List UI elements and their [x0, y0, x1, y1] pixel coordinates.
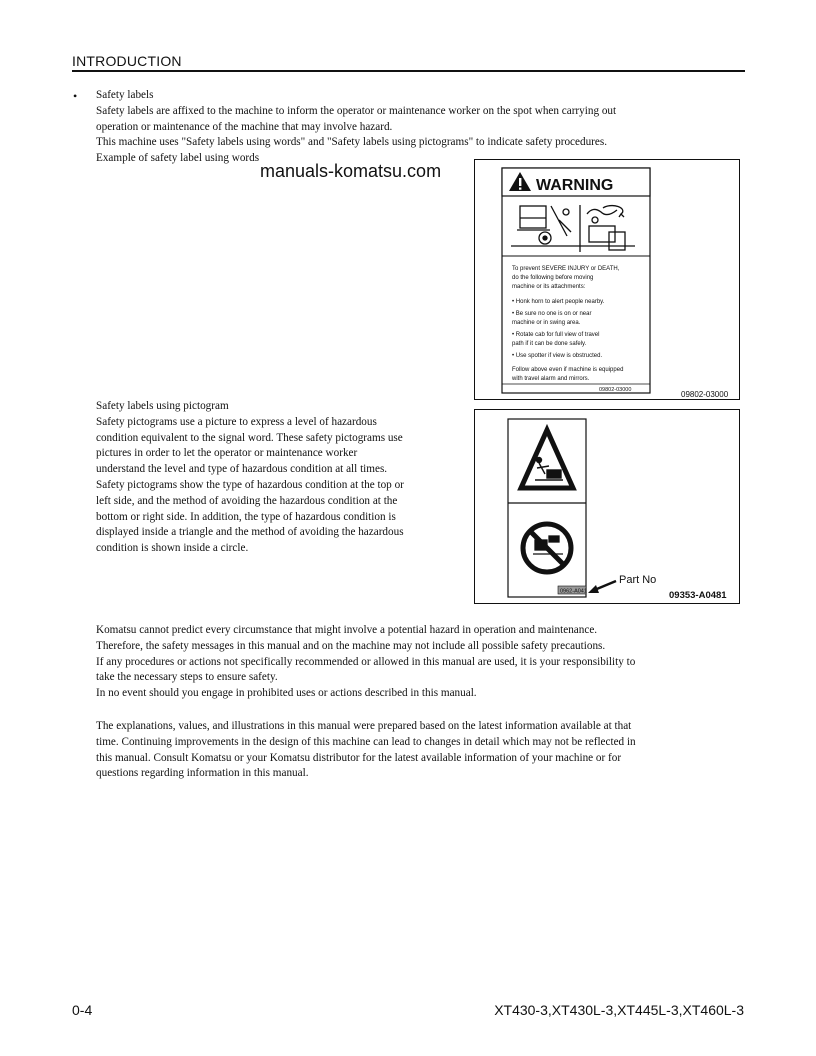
pictogram-label-illustration	[475, 410, 739, 603]
label-text-line: Follow above even if machine is equipped	[512, 367, 624, 373]
text-line: Safety pictograms use a picture to express a level of hazardous	[96, 415, 377, 428]
part-no-label: Part No	[619, 574, 657, 586]
label-text-line: • Honk horn to alert people nearby.	[512, 299, 605, 305]
label-text-line: • Rotate cab for full view of travel	[512, 332, 600, 338]
text-line: Example of safety label using words	[96, 152, 260, 165]
text-line: left side, and the method of avoiding the hazardous condition at the	[96, 494, 398, 507]
section-pictogram-labels	[96, 399, 464, 557]
text-line: displayed inside a triangle and the method of avoiding the hazardous	[96, 526, 404, 539]
page-header-title: INTRODUCTION	[72, 53, 182, 69]
figure-warning-label	[474, 159, 740, 400]
label-text-line: path if it can be done safely.	[512, 341, 587, 347]
text-line: This machine uses "Safety labels using words" and "Safety labels using pictograms" to indicate safety procedures.	[96, 136, 608, 149]
text-line: condition is shown inside a circle.	[96, 542, 249, 555]
header-rule	[72, 70, 745, 72]
text-line: Therefore, the safety messages in this manual and on the machine may not include all possible safety precautions.	[96, 639, 606, 652]
signal-word: WARNING	[536, 177, 614, 194]
section-heading: Safety labels	[96, 89, 154, 101]
section-disclaimer	[96, 623, 744, 702]
part-tag-text: 0962-A041	[560, 588, 587, 595]
label-text-line: machine or in swing area.	[512, 320, 581, 326]
label-text-line: To prevent SEVERE INJURY or DEATH,	[512, 266, 620, 272]
bullet-marker: •	[73, 89, 78, 103]
text-line: pictures in order to let the operator or maintenance worker	[96, 447, 358, 460]
text-line: Safety labels are affixed to the machine to inform the operator or maintenance worker on the spot when carrying out	[96, 104, 617, 117]
text-line: time. Continuing improvements in the design of this machine can lead to changes in detail which may not be reflected in	[96, 735, 636, 748]
label-text-line: with travel alarm and mirrors.	[512, 376, 590, 382]
text-line: understand the level and type of hazardous condition at all times.	[96, 463, 388, 476]
label-text-line: machine or its attachments:	[512, 284, 586, 290]
prohibition-circle-icon	[523, 524, 571, 572]
section-safety-labels	[96, 88, 736, 167]
text-line: If any procedures or actions not specifically recommended or allowed in this manual are used, it is your responsibility to	[96, 655, 636, 668]
text-line: this manual. Consult Komatsu or your Komatsu distributor for the latest available information of your machine or for	[96, 751, 622, 764]
text-line: questions regarding information in this manual.	[96, 767, 309, 780]
page-number: 0-4	[72, 1002, 93, 1018]
text-line: condition equivalent to the signal word. These safety pictograms use	[96, 431, 403, 444]
section-improvements	[96, 719, 744, 782]
pointer-arrow-icon	[588, 581, 616, 593]
model-list: XT430-3,XT430L-3,XT445L-3,XT460L-3	[494, 1002, 744, 1018]
text-line: In no event should you engage in prohibited uses or actions described in this manual.	[96, 687, 477, 700]
section-heading: Safety labels using pictogram	[96, 400, 229, 412]
text-line: Komatsu cannot predict every circumstance that might involve a potential hazard in operation and maintenance.	[96, 624, 598, 636]
label-text-line: • Use spotter if view is obstructed.	[512, 353, 603, 359]
figure-pictogram-label	[474, 409, 740, 604]
label-text-line: do the following before moving	[512, 275, 594, 281]
watermark: manuals-komatsu.com	[260, 161, 442, 181]
text-line: take the necessary steps to ensure safety.	[96, 671, 278, 684]
label-text-line: • Be sure no one is on or near	[512, 311, 592, 317]
text-line: bottom or right side. In addition, the type of hazardous condition is	[96, 510, 396, 523]
label-inner-code: 09802-03000	[599, 387, 632, 393]
text-line: operation or maintenance of the machine that may involve hazard.	[96, 120, 393, 133]
warning-label-illustration	[475, 160, 739, 399]
figure-code: 09353-A0481	[669, 590, 727, 601]
text-line: The explanations, values, and illustrations in this manual were prepared based on the latest information available at that	[96, 720, 632, 732]
text-line: Safety pictograms show the type of hazardous condition at the top or	[96, 478, 404, 491]
figure-code: 09802-03000	[681, 390, 729, 399]
